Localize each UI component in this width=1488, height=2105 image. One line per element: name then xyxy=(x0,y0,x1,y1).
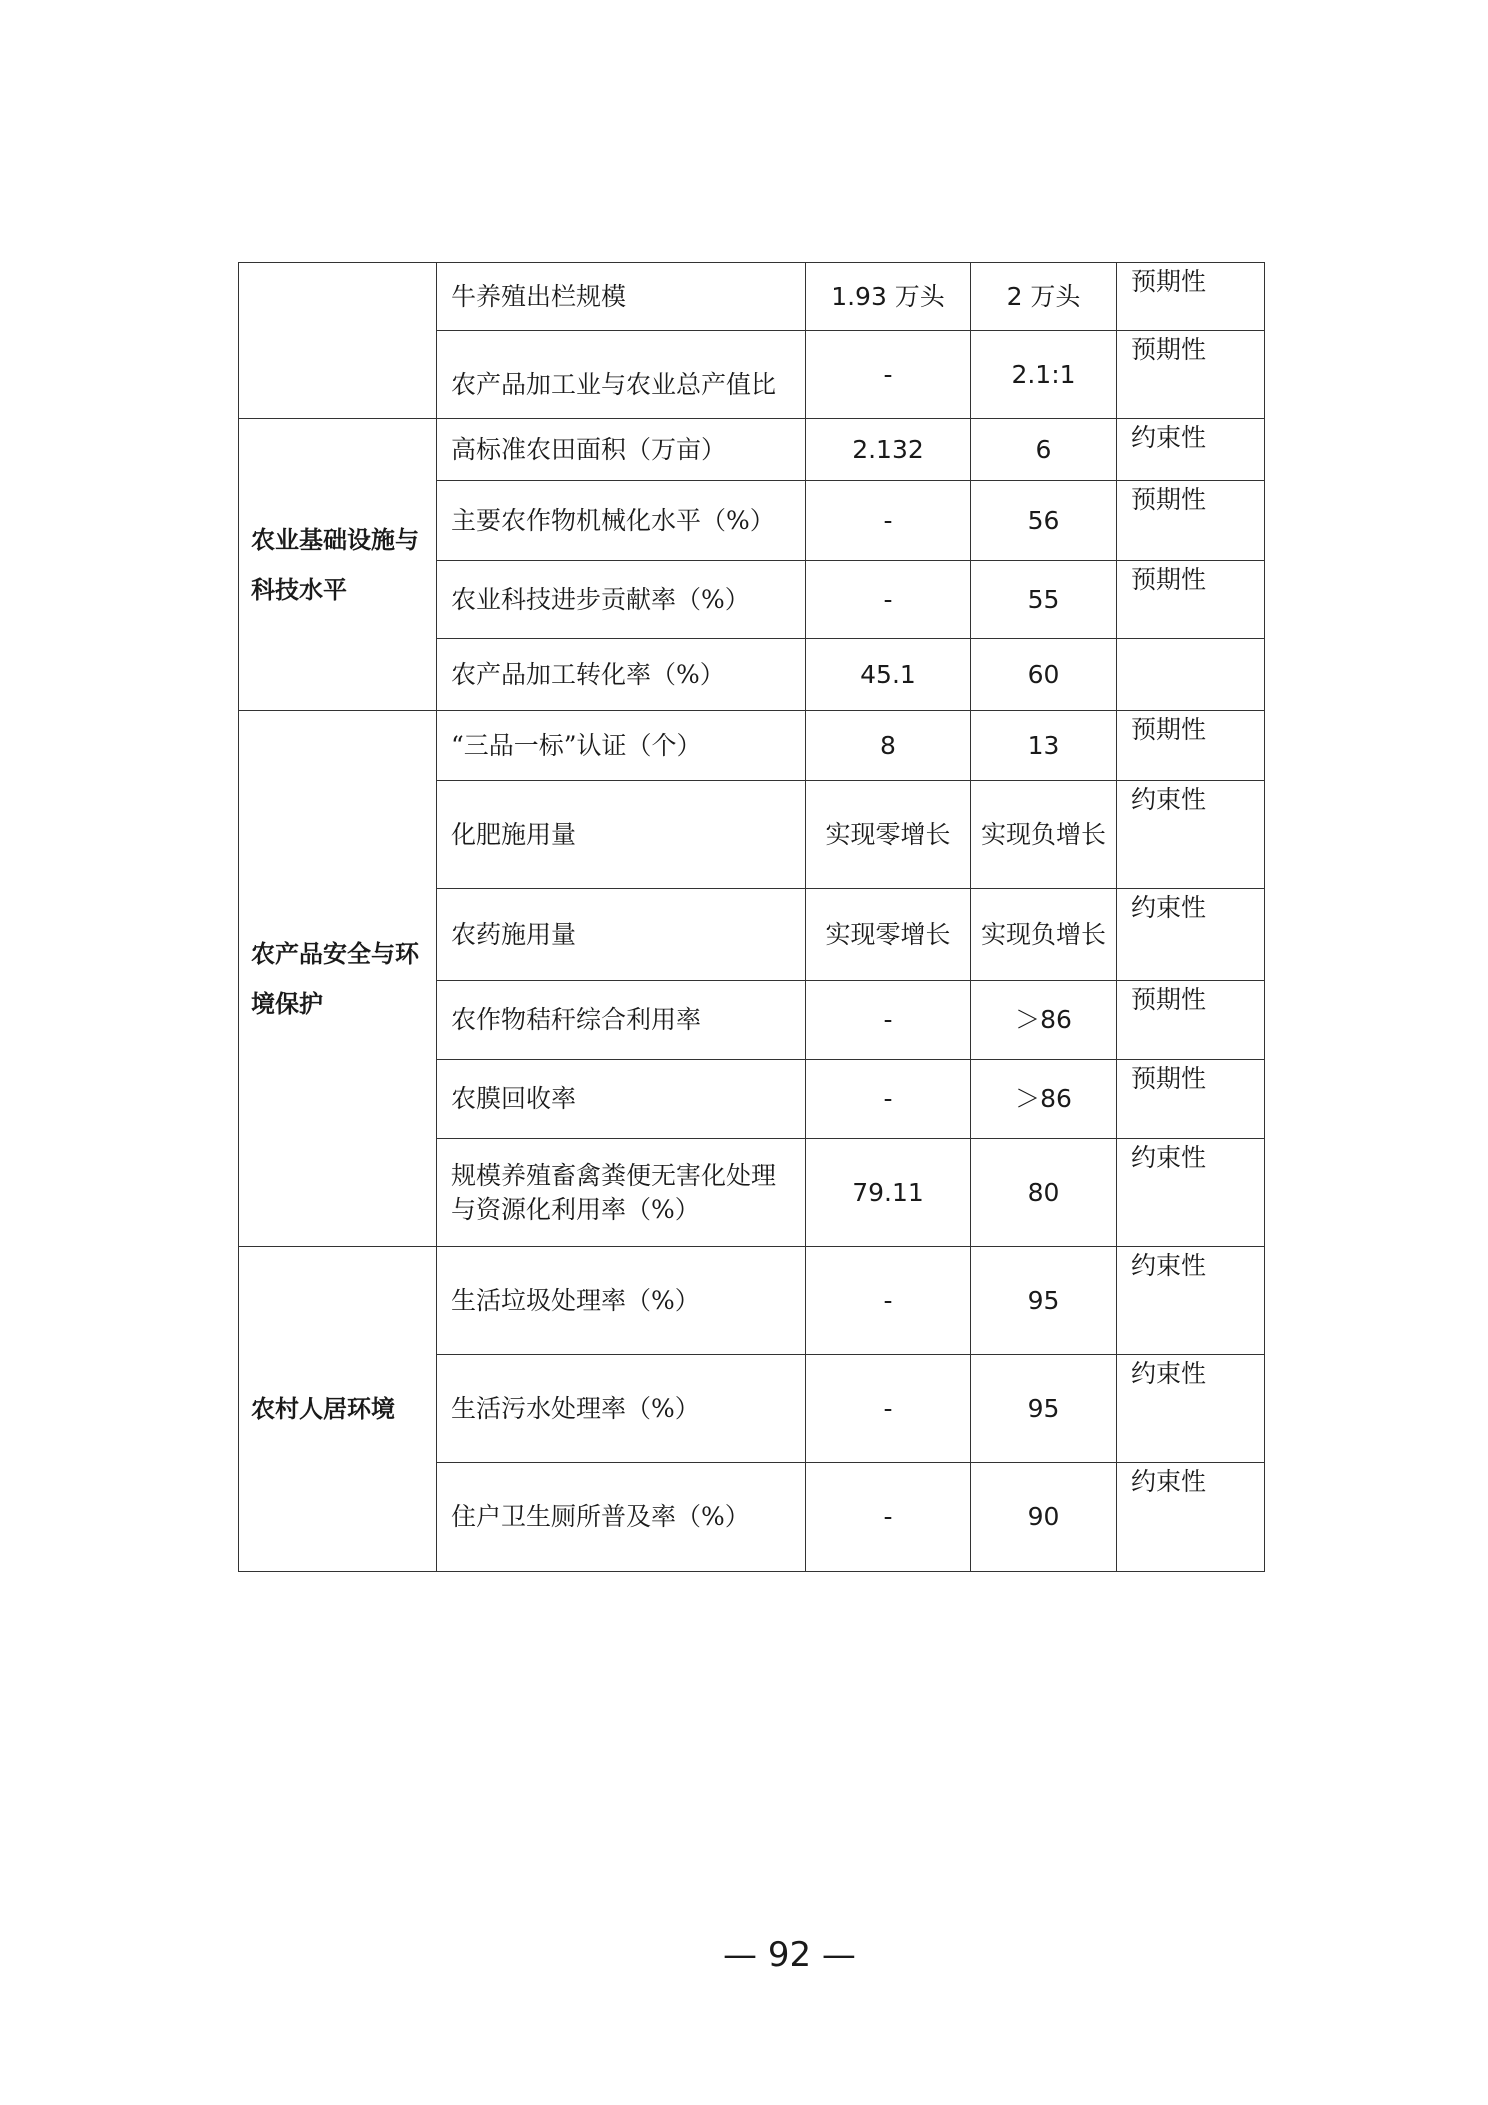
table-row xyxy=(239,711,1265,781)
target-value-cell: 实现负增长 xyxy=(971,889,1117,981)
property-cell: 预期性 xyxy=(1117,481,1265,561)
target-value-cell: 2 万头 xyxy=(971,263,1117,331)
base-value-cell: 8 xyxy=(806,711,971,781)
property-cell: 约束性 xyxy=(1117,1355,1265,1463)
base-value-cell: - xyxy=(806,561,971,639)
indicator-cell: 农产品加工转化率（%） xyxy=(437,639,806,711)
target-value-cell: ＞86 xyxy=(971,1060,1117,1139)
target-value-cell: 6 xyxy=(971,419,1117,481)
indicator-cell: 化肥施用量 xyxy=(437,781,806,889)
property-cell: 预期性 xyxy=(1117,1060,1265,1139)
base-value-cell: - xyxy=(806,981,971,1060)
indicator-cell: 规模养殖畜禽粪便无害化处理与资源化利用率（%） xyxy=(437,1139,806,1247)
property-cell: 约束性 xyxy=(1117,889,1265,981)
target-value-cell: 55 xyxy=(971,561,1117,639)
indicator-cell: 农膜回收率 xyxy=(437,1060,806,1139)
property-cell: 约束性 xyxy=(1117,1463,1265,1572)
indicator-cell: 生活污水处理率（%） xyxy=(437,1355,806,1463)
category-cell: 农村人居环境 xyxy=(239,1247,437,1572)
category-cell: 农业基础设施与科技水平 xyxy=(239,419,437,711)
target-value-cell: 95 xyxy=(971,1247,1117,1355)
base-value-cell: 1.93 万头 xyxy=(806,263,971,331)
target-value-cell: 95 xyxy=(971,1355,1117,1463)
target-value-cell: 2.1:1 xyxy=(971,331,1117,419)
indicator-cell: “三品一标”认证（个） xyxy=(437,711,806,781)
property-cell xyxy=(1117,639,1265,711)
base-value-cell: - xyxy=(806,1060,971,1139)
base-value-cell: 2.132 xyxy=(806,419,971,481)
base-value-cell: - xyxy=(806,1355,971,1463)
property-cell: 约束性 xyxy=(1117,781,1265,889)
target-value-cell: 90 xyxy=(971,1463,1117,1572)
indicator-cell: 农作物秸秆综合利用率 xyxy=(437,981,806,1060)
base-value-cell: 实现零增长 xyxy=(806,781,971,889)
base-value-cell: 79.11 xyxy=(806,1139,971,1247)
indicator-cell: 农药施用量 xyxy=(437,889,806,981)
table-row xyxy=(239,1247,1265,1355)
base-value-cell: 实现零增长 xyxy=(806,889,971,981)
indicator-cell: 住户卫生厕所普及率（%） xyxy=(437,1463,806,1572)
page-number: — 92 — xyxy=(723,1935,856,1975)
indicator-cell: 牛养殖出栏规模 xyxy=(437,263,806,331)
category-cell xyxy=(239,263,437,419)
indicator-cell: 生活垃圾处理率（%） xyxy=(437,1247,806,1355)
target-value-cell: 实现负增长 xyxy=(971,781,1117,889)
target-value-cell: 13 xyxy=(971,711,1117,781)
indicator-table xyxy=(238,262,1265,1572)
property-cell: 约束性 xyxy=(1117,1247,1265,1355)
base-value-cell: - xyxy=(806,1463,971,1572)
property-cell: 预期性 xyxy=(1117,711,1265,781)
base-value-cell: - xyxy=(806,481,971,561)
target-value-cell: 60 xyxy=(971,639,1117,711)
base-value-cell: 45.1 xyxy=(806,639,971,711)
table-row xyxy=(239,419,1265,481)
base-value-cell: - xyxy=(806,331,971,419)
indicator-cell: 农业科技进步贡献率（%） xyxy=(437,561,806,639)
table-row xyxy=(239,263,1265,331)
target-value-cell: ＞86 xyxy=(971,981,1117,1060)
category-cell: 农产品安全与环境保护 xyxy=(239,711,437,1247)
property-cell: 预期性 xyxy=(1117,981,1265,1060)
property-cell: 预期性 xyxy=(1117,263,1265,331)
property-cell: 约束性 xyxy=(1117,1139,1265,1247)
property-cell: 约束性 xyxy=(1117,419,1265,481)
indicator-cell: 农产品加工业与农业总产值比 xyxy=(437,331,806,419)
target-value-cell: 56 xyxy=(971,481,1117,561)
property-cell: 预期性 xyxy=(1117,561,1265,639)
indicator-cell: 主要农作物机械化水平（%） xyxy=(437,481,806,561)
target-value-cell: 80 xyxy=(971,1139,1117,1247)
indicator-cell: 高标准农田面积（万亩） xyxy=(437,419,806,481)
property-cell: 预期性 xyxy=(1117,331,1265,419)
base-value-cell: - xyxy=(806,1247,971,1355)
